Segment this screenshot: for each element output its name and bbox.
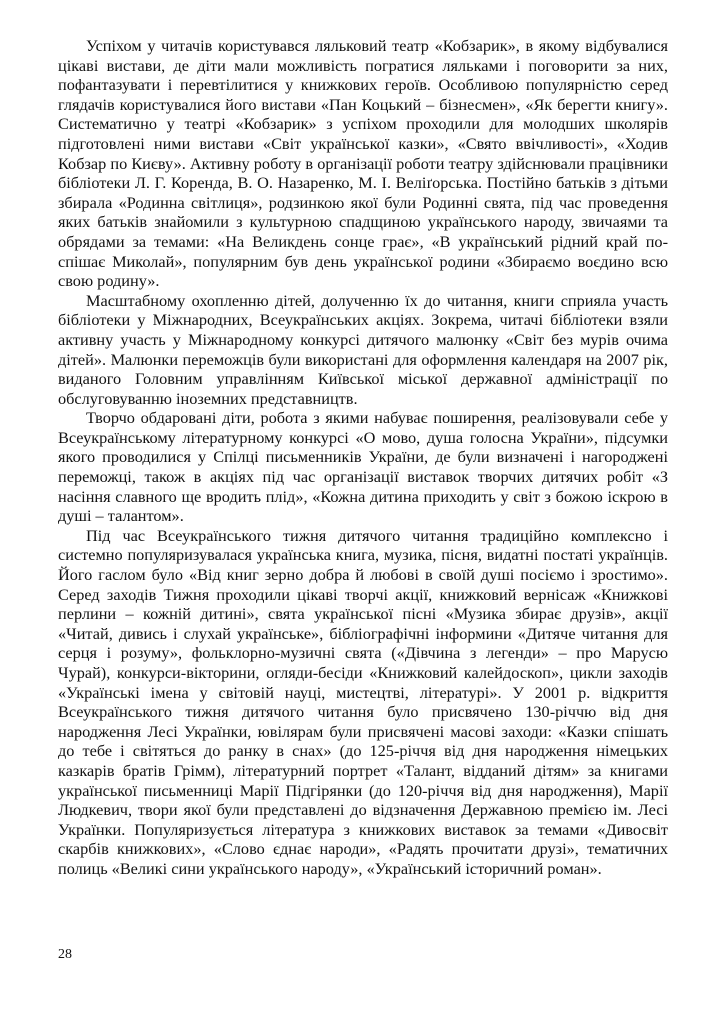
paragraph-puppet-theatre: Успіхом у читачів користувався ляльковий театр «Кобзарик», в якому відбувалися цікаві вистави, де діти мали можливість погратися ляльками і поговорити за них, пофантазувати і перевтілитися у книжкових героїв. Особливою популярністю серед глядачів користувалися його вистави «Пан Коцький – бізнесмен», «Як берегти книгу». Систематично у театрі «Кобзарик» з успіхом проходили для молодших школярів підготовлені ними вистави «Світ української казки», «Свято ввічливості», «Ходив Кобзар по Києву». Активну роботу в організації роботи театру здійснювали працівники бібліотеки Л. Г. Коренда, В. О. Назаренко, М. І. Веліґорська. Постійно батьків з дітьми збирала «Родинна світлиця», родзинкою якої були Родинні свята, під час проведення яких батьків знайомили з культурною спадщиною українського народу, звичаями та обрядами за темами: «На Великдень сонце грає», «В український рідний край поспішає Миколай», популярним був день української родини «Збираємо воєдино всю свою родину». bbox=[58, 36, 668, 291]
page-number: 28 bbox=[58, 947, 72, 962]
paragraph-gifted-children: Творчо обдаровані діти, робота з якими набуває поширення, реалізовували себе у Всеукраїнському літературному конкурсі «О мово, душа голосна України», підсумки якого проводилися у Спілці письменників України, де були визначені і нагороджені переможці, також в акціях під час організації виставок творчих дитячих робіт «З насіння славного ще вродить плід», «Кожна дитина приходить у світ з божою іскрою в душі – талантом». bbox=[58, 408, 668, 526]
paragraph-international-actions: Масштабному охопленню дітей, долученню їх до читання, книги сприяла участь бібліотеки у Міжнародних, Всеукраїнських акціях. Зокрема, читачі бібліотеки взяли активну участь у Міжнародному конкурсі дитячого малюнку «Світ без мурів очима дітей». Малюнки переможців були використані для оформлення календаря на 2007 рік, виданого Головним управлінням Київської міської державної адміністрації по обслуговуванню іноземних представництв. bbox=[58, 290, 668, 408]
page-body bbox=[58, 36, 668, 879]
paragraph-reading-week: Під час Всеукраїнського тижня дитячого читання традиційно комплексно і системно популяризувалася українська книга, музика, пісня, видатні постаті українців. Його гаслом було «Від книг зерно добра й любові в своїй душі посіємо і зростимо». Серед заходів Тижня проходили цікаві творчі акції, книжковий вернісаж «Книжкові перлини – кожній дитині», свята української пісні «Музика збирає друзів», акції «Читай, дивись і слухай українське», бібліографічні інформини «Дитяче читання для серця і розуму», фольклорно-музичні свята («Дівчина з легенди» – про Марусю Чурай), конкурси-вікторини, огляди-бесіди «Книжковий калейдоскоп», цикли заходів «Українські імена у світовій науці, мистецтві, літературі». У 2001 р. відкриття Всеукраїнського тижня дитячого читання було присвячено 130-річчю від дня народження Лесі Українки, ювілярам були присвячені масові заходи: «Казки спішать до тебе і світяться до ранку в снах» (до 125-річчя від дня народження німецьких казкарів братів Грімм), літературний портрет «Талант, відданий дітям» за книгами української письменниці Марії Підгірянки (до 120-річчя від дня народження), Марії Людкевич, твори якої були представлені до відзначення Державною премією ім. Лесі Українки. Популяризується література з книжкових виставок за темами «Дивосвіт скарбів книжкових», «Слово єднає народи», «Радять прочитати друзі», тематичних полиць «Великі сини українського народу», «Український історичний роман». bbox=[58, 525, 668, 878]
